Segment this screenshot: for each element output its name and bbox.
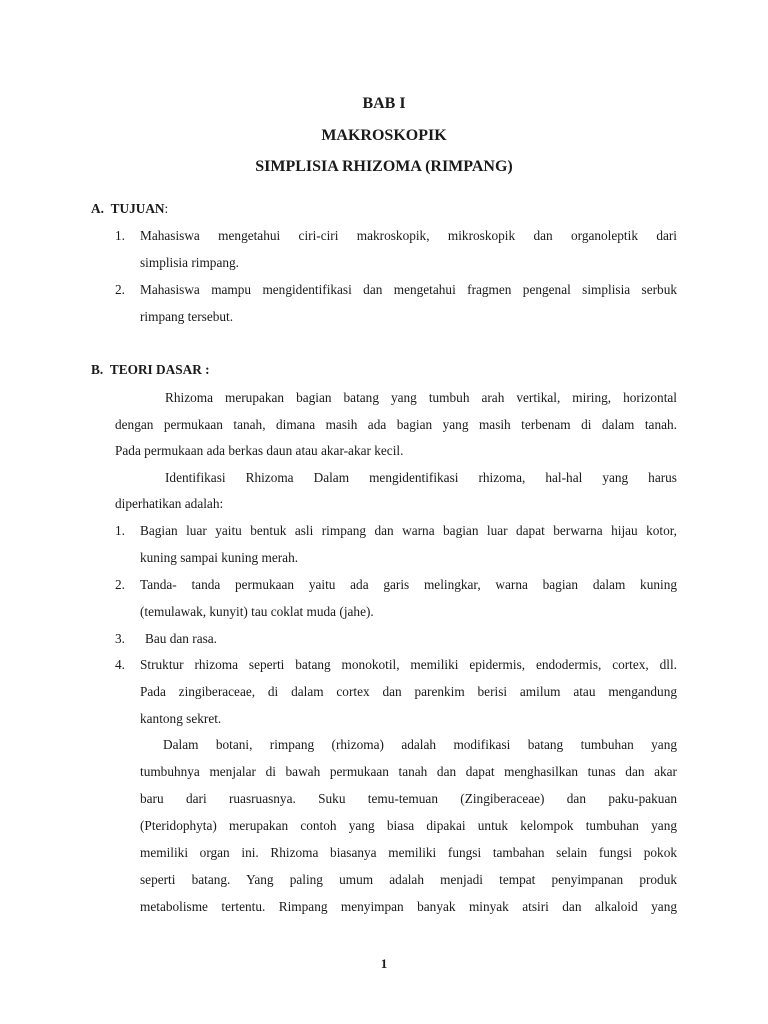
paragraph-line: dengan permukaan tanah, dimana masih ada bagian yang masih terbenam di dalam tanah. <box>115 417 677 432</box>
paragraph-line: tumbuhnya menjalar di bawah permukaan tanah dan dapat menghasilkan tunas dan akar <box>140 764 677 779</box>
paragraph-line: metabolisme tertentu. Rimpang menyimpan banyak minyak atsiri dan alkaloid yang <box>140 899 677 914</box>
list-item-text: rimpang tersebut. <box>140 309 234 324</box>
list-item-text: simplisia rimpang. <box>140 255 239 270</box>
list-item-text: Bagian luar yaitu bentuk asli rimpang dan warna bagian luar dapat berwarna hijau kotor, <box>140 523 677 538</box>
list-item-text: Mahasiswa mengetahui ciri-ciri makroskopik, mikroskopik dan organoleptik dari <box>140 228 677 243</box>
paragraph-line: (Pteridophyta) merupakan contoh yang biasa dipakai untuk kelompok tumbuhan yang <box>140 818 677 833</box>
paragraph-line: Dalam botani, rimpang (rhizoma) adalah modifikasi batang tumbuhan yang <box>163 737 677 752</box>
list-item-number: 2. <box>115 577 125 592</box>
chapter-subtitle: SIMPLISIA RHIZOMA (RIMPANG) <box>255 158 513 175</box>
chapter-title: MAKROSKOPIK <box>321 127 447 144</box>
list-item-text: kuning sampai kuning merah. <box>140 550 299 565</box>
section-b-heading <box>91 362 210 378</box>
list-item-text: Struktur rhizoma seperti batang monokotil, memiliki epidermis, endodermis, cortex, dll. <box>140 657 677 672</box>
section-a-heading <box>91 201 168 217</box>
paragraph-line: seperti batang. Yang paling umum adalah menjadi tempat penyimpanan produk <box>140 872 677 887</box>
paragraph-line: memiliki organ ini. Rhizoma biasanya memiliki fungsi tambahan selain fungsi pokok <box>140 845 677 860</box>
section-a-title: TUJUAN <box>110 201 165 216</box>
list-item-text: kantong sekret. <box>140 711 222 726</box>
list-item-number: 2. <box>115 282 125 297</box>
paragraph-line: baru dari ruasruasnya. Suku temu-temuan (Zingiberaceae) dan paku-pakuan <box>140 791 677 806</box>
section-a-letter: A. <box>91 201 104 216</box>
list-item-number: 3. <box>115 631 125 646</box>
paragraph-line: Rhizoma merupakan bagian batang yang tumbuh arah vertikal, miring, horizontal <box>165 390 677 405</box>
paragraph-line: diperhatikan adalah: <box>115 496 224 511</box>
list-item-text: Pada zingiberaceae, di dalam cortex dan parenkim berisi amilum atau mengandung <box>140 684 677 699</box>
list-item-text: (temulawak, kunyit) tau coklat muda (jahe). <box>140 604 374 619</box>
section-a-colon: : <box>164 201 169 216</box>
section-b-title: TEORI DASAR : <box>109 362 210 377</box>
section-b-letter: B. <box>91 362 104 377</box>
paragraph-line: Identifikasi Rhizoma Dalam mengidentifikasi rhizoma, hal-hal yang harus <box>165 470 677 485</box>
paragraph-line: Pada permukaan ada berkas daun atau akar-akar kecil. <box>115 443 404 458</box>
list-item-text: Bau dan rasa. <box>145 631 217 646</box>
list-item-number: 1. <box>115 523 125 538</box>
chapter-heading: BAB I <box>362 95 406 112</box>
list-item-number: 1. <box>115 228 125 243</box>
list-item-text: Tanda- tanda permukaan yaitu ada garis melingkar, warna bagian dalam kuning <box>140 577 677 592</box>
list-item-text: Mahasiswa mampu mengidentifikasi dan mengetahui fragmen pengenal simplisia serbuk <box>140 282 677 297</box>
page-number: 1 <box>380 956 388 971</box>
list-item-number: 4. <box>115 657 125 672</box>
